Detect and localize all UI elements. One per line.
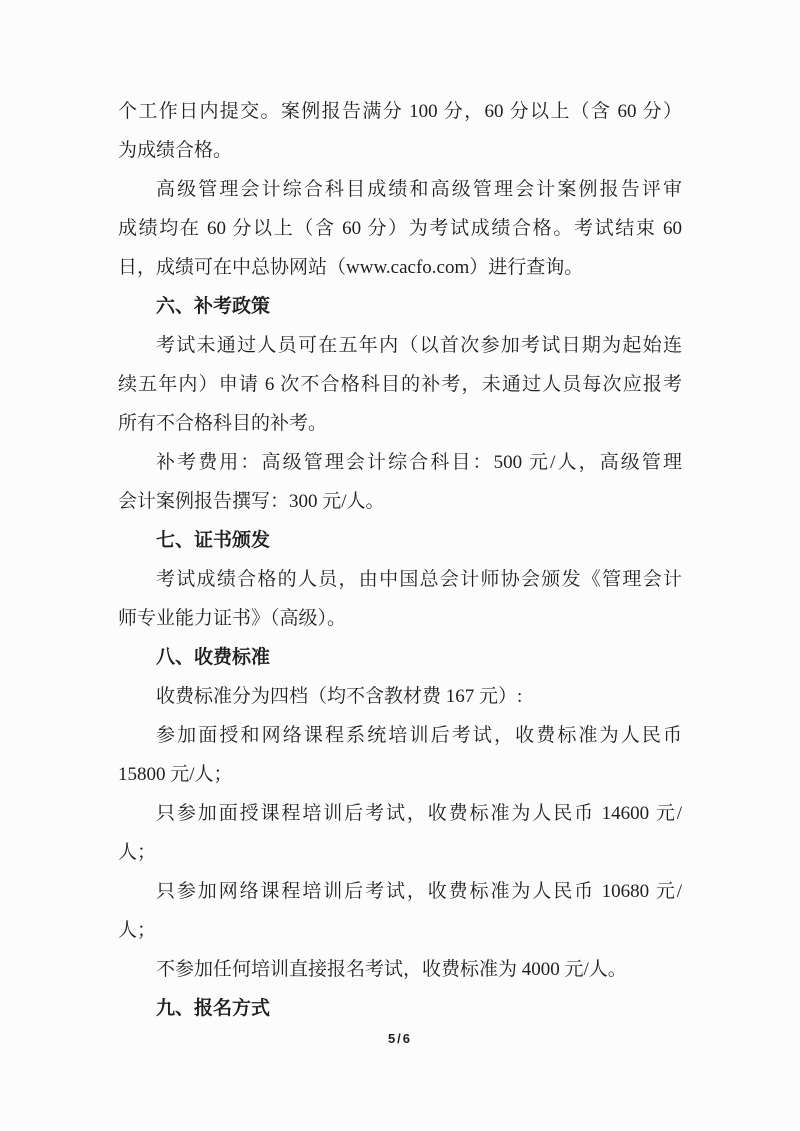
- text-line: 不参加任何培训直接报名考试，收费标准为 4000 元/人。: [156, 959, 627, 980]
- text-line: 15800 元/人；: [118, 764, 233, 785]
- text-line: 高级管理会计综合科目成绩和高级管理会计案例报告评审: [156, 179, 682, 200]
- text-line: 补考费用：高级管理会计综合科目：500 元/人，高级管理: [156, 452, 682, 473]
- text-line: 成绩均在 60 分以上（含 60 分）为考试成绩合格。考试结束 60: [118, 218, 682, 239]
- document-body: [118, 92, 682, 1028]
- text-line: 续五年内）申请 6 次不合格科目的补考，未通过人员每次应报考: [118, 374, 682, 395]
- section-heading: 九、报名方式: [156, 998, 271, 1019]
- text-line: 人；: [118, 842, 157, 863]
- text-line: 为成绩合格。: [118, 140, 233, 161]
- section-heading: 八、收费标准: [156, 647, 271, 668]
- text-line: 师专业能力证书》（高级）。: [118, 608, 347, 629]
- text-line: 收费标准分为四档（均不含教材费 167 元）:: [156, 686, 523, 707]
- page-number: 5/6: [387, 1031, 413, 1046]
- text-line: 所有不合格科目的补考。: [118, 413, 328, 434]
- text-line: 会计案例报告撰写：300 元/人。: [118, 491, 385, 512]
- text-line: 只参加网络课程培训后考试，收费标准为人民币 10680 元/: [156, 881, 682, 902]
- section-heading: 六、补考政策: [156, 296, 271, 317]
- text-line: 个工作日内提交。案例报告满分 100 分，60 分以上（含 60 分）: [118, 101, 682, 122]
- text-line: 只参加面授课程培训后考试，收费标准为人民币 14600 元/: [156, 803, 682, 824]
- text-line: 人；: [118, 920, 157, 941]
- text-line: 参加面授和网络课程系统培训后考试，收费标准为人民币: [156, 725, 682, 746]
- section-heading: 七、证书颁发: [156, 530, 271, 551]
- page-footer: [0, 1031, 800, 1046]
- text-line: 日，成绩可在中总协网站（www.cacfo.com）进行查询。: [118, 257, 584, 278]
- text-line: 考试未通过人员可在五年内（以首次参加考试日期为起始连: [156, 335, 682, 356]
- text-line: 考试成绩合格的人员，由中国总会计师协会颁发《管理会计: [156, 569, 682, 590]
